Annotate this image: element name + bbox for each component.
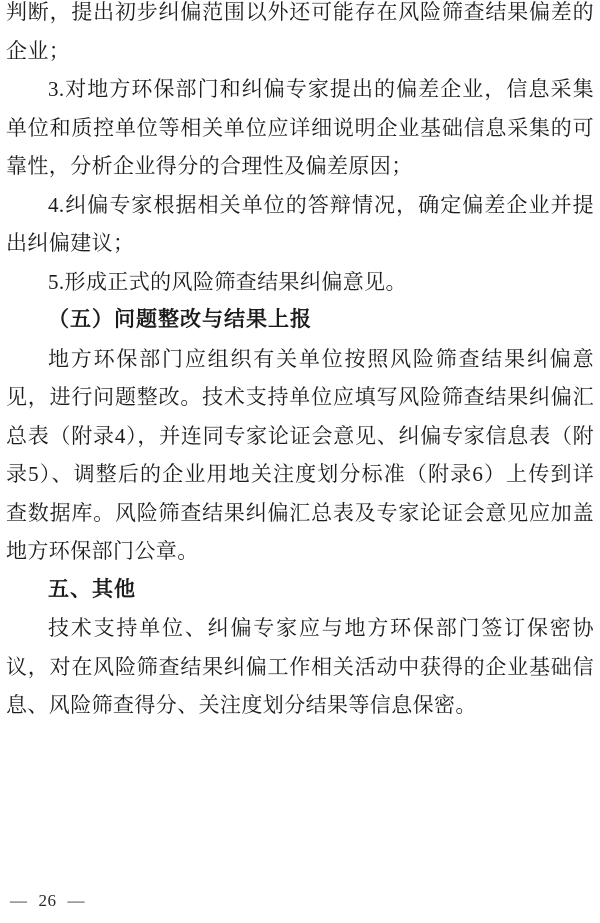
numbered-item-3: 3.对地方环保部门和纠偏专家提出的偏差企业，信息采集单位和质控单位等相关单位应详细说明企业基础信息采集的可靠性，分析企业得分的合理性及偏差原因； <box>6 77 594 178</box>
page-number: 26 <box>38 891 57 910</box>
page-footer <box>10 891 85 911</box>
continuation-paragraph: 判断，提出初步纠偏范围以外还可能存在风险筛查结果偏差的企业； <box>6 0 594 63</box>
paragraph-rectification-report: 地方环保部门应组织有关单位按照风险筛查结果纠偏意见，进行问题整改。技术支持单位应填写风险筛查结果纠偏汇总表（附录4），并连同专家论证会意见、纠偏专家信息表（附录5）、调整后的企业用地关注度划分标准（附录6）上传到详查数据库。风险筛查结果纠偏汇总表及专家论证会意见应加盖地方环保部门公章。 <box>6 346 594 563</box>
footer-dash-left: — <box>10 891 28 910</box>
subsection-heading-five: （五）问题整改与结果上报 <box>48 308 312 331</box>
numbered-item-5: 5.形成正式的风险筛查结果纠偏意见。 <box>48 269 407 294</box>
footer-dash-right: — <box>67 891 85 910</box>
section-heading-other: 五、其他 <box>48 577 136 601</box>
numbered-item-4: 4.纠偏专家根据相关单位的答辩情况，确定偏差企业并提出纠偏建议； <box>6 192 594 255</box>
paragraph-confidentiality: 技术支持单位、纠偏专家应与地方环保部门签订保密协议，对在风险筛查结果纠偏工作相关活动中获得的企业基础信息、风险筛查得分、关注度划分结果等信息保密。 <box>6 616 594 717</box>
